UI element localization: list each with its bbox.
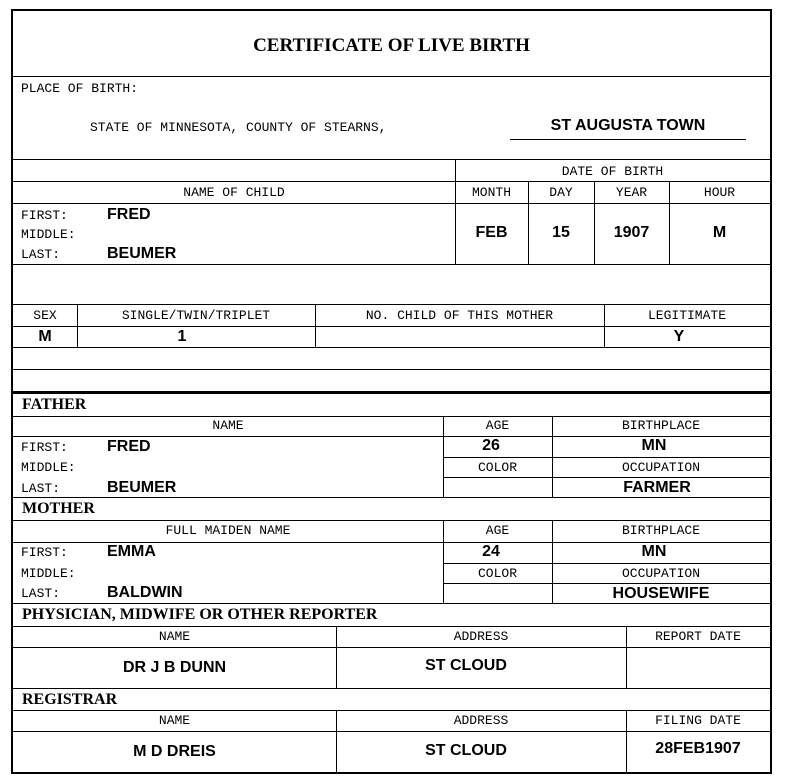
certificate-title: CERTIFICATE OF LIVE BIRTH [253, 35, 530, 56]
divider [13, 731, 770, 732]
divider [455, 159, 456, 264]
physician-name: DR J B DUNN [122, 659, 227, 676]
divider [13, 647, 770, 648]
mother-first-name: EMMA [107, 543, 156, 560]
section-divider [13, 391, 770, 394]
sex-value: M [38, 328, 52, 345]
divider [13, 264, 770, 265]
father-birthplace-header: BIRTHPLACE [621, 418, 700, 433]
father-birthplace: MN [641, 437, 667, 454]
divider [13, 76, 770, 77]
sex-header: SEX [33, 308, 57, 323]
birth-day: 15 [552, 224, 570, 241]
mother-occupation-header: OCCUPATION [621, 566, 700, 581]
mother-middle-label: MIDDLE: [21, 566, 76, 581]
father-first-label: FIRST: [21, 440, 68, 455]
mother-age: 24 [482, 543, 500, 560]
registrar-section-title: REGISTRAR [22, 691, 118, 708]
plurality-value: 1 [177, 328, 187, 345]
mother-birthplace-header: BIRTHPLACE [621, 523, 700, 538]
birth-month: FEB [475, 224, 508, 241]
plurality-header: SINGLE/TWIN/TRIPLET [121, 308, 271, 323]
report-date-header: REPORT DATE [655, 629, 741, 644]
divider [13, 347, 770, 348]
birth-hour: M [712, 224, 727, 241]
father-last-name: BEUMER [107, 479, 177, 496]
divider [13, 203, 770, 204]
father-color-header: COLOR [477, 460, 517, 475]
mother-age-header: AGE [485, 523, 510, 538]
father-occupation: FARMER [623, 479, 691, 496]
divider [13, 520, 770, 521]
child-first-label: FIRST: [21, 208, 68, 223]
father-age-header: AGE [485, 418, 510, 433]
divider [13, 603, 770, 604]
registrar-address-header: ADDRESS [453, 713, 509, 728]
mother-color-header: COLOR [477, 566, 517, 581]
father-middle-label: MIDDLE: [21, 460, 76, 475]
divider [13, 497, 770, 498]
father-first-name: FRED [107, 438, 151, 455]
father-age: 26 [482, 437, 500, 454]
filing-date-header: FILING DATE [655, 713, 741, 728]
hour-header: HOUR [703, 185, 736, 200]
divider [443, 477, 770, 478]
mother-last-name: BALDWIN [107, 584, 183, 601]
father-section-title: FATHER [22, 396, 87, 413]
child-middle-label: MIDDLE: [21, 227, 76, 242]
divider [443, 563, 770, 564]
physician-name-header: NAME [158, 629, 191, 644]
physician-address-header: ADDRESS [453, 629, 509, 644]
divider [13, 326, 770, 327]
mother-last-label: LAST: [21, 586, 61, 601]
child-name-header: NAME OF CHILD [183, 185, 285, 200]
registrar-name: M D DREIS [133, 743, 216, 760]
divider [443, 457, 770, 458]
mother-first-label: FIRST: [21, 545, 68, 560]
filing-date: 28FEB1907 [655, 740, 741, 757]
mother-occupation: HOUSEWIFE [612, 585, 710, 602]
divider [13, 159, 770, 160]
father-last-label: LAST: [21, 481, 61, 496]
birth-year: 1907 [613, 224, 650, 241]
date-of-birth-header: DATE OF BIRTH [561, 164, 664, 179]
divider [13, 710, 770, 711]
place-of-birth-label: PLACE OF BIRTH: [21, 81, 139, 96]
town-underline [510, 139, 746, 140]
day-header: DAY [549, 185, 573, 200]
physician-address: ST CLOUD [425, 657, 507, 674]
child-first-name: FRED [107, 206, 151, 223]
registrar-name-header: NAME [158, 713, 191, 728]
divider [13, 416, 770, 417]
year-header: YEAR [615, 185, 648, 200]
physician-section-title: PHYSICIAN, MIDWIFE OR OTHER REPORTER [22, 606, 378, 623]
divider [13, 688, 770, 689]
birth-town-value: ST AUGUSTA TOWN [550, 117, 706, 134]
child-number-header: NO. CHILD OF THIS MOTHER [365, 308, 554, 323]
mother-name-header: FULL MAIDEN NAME [165, 523, 291, 538]
mother-section-title: MOTHER [22, 500, 95, 517]
month-header: MONTH [471, 185, 511, 200]
legitimate-value: Y [673, 328, 685, 345]
divider [443, 583, 770, 584]
father-occupation-header: OCCUPATION [621, 460, 700, 475]
state-county-text: STATE OF MINNESOTA, COUNTY OF STEARNS, [90, 120, 387, 135]
divider [13, 369, 770, 370]
divider [455, 181, 770, 182]
child-last-label: LAST: [21, 247, 61, 262]
mother-birthplace: MN [641, 543, 667, 560]
divider [13, 304, 770, 305]
child-last-name: BEUMER [107, 245, 177, 262]
divider [13, 626, 770, 627]
registrar-address: ST CLOUD [425, 742, 507, 759]
father-name-header: NAME [212, 418, 244, 433]
legitimate-header: LEGITIMATE [647, 308, 726, 323]
